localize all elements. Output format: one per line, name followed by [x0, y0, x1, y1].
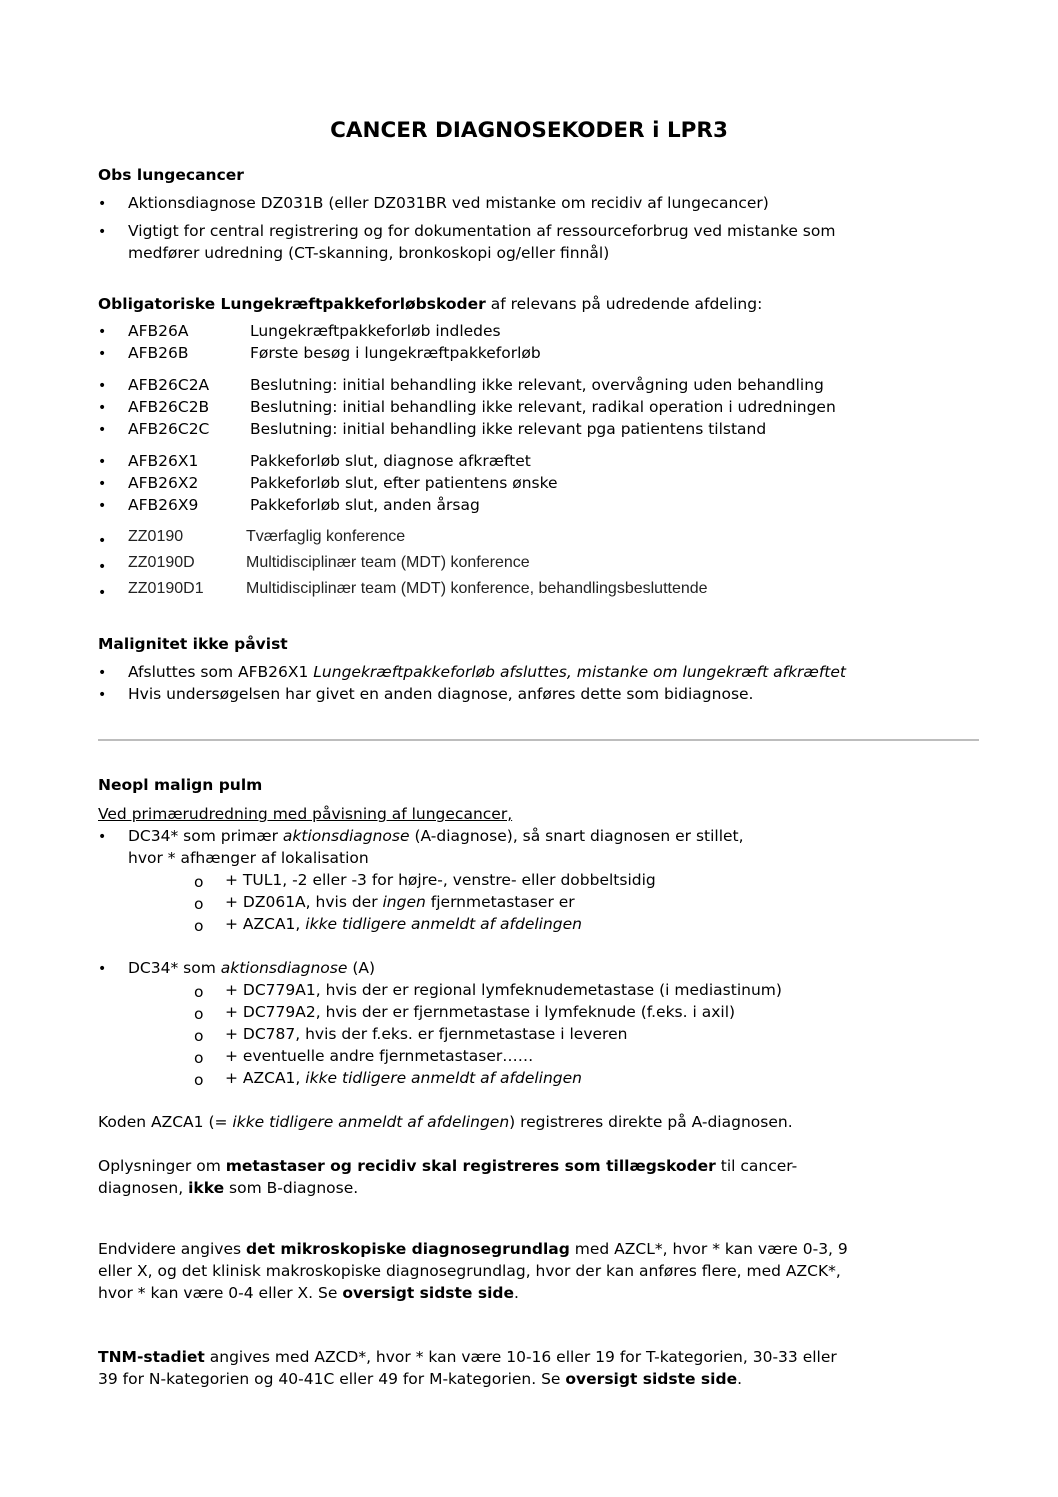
code-description: Beslutning: initial behandling ikke relevant, radikal operation i udredningen: [250, 398, 836, 416]
malign-item-2: Hvis undersøgelsen har givet en anden diagnose, anføres dette som bidiagnose.: [128, 685, 754, 703]
paragraph-diagnosegrundlag-l3: [98, 1283, 519, 1304]
code-label: AFB26C2C: [128, 420, 210, 438]
neopl-b2-text-post: (A): [347, 959, 376, 977]
bullet-marker: •: [98, 196, 107, 212]
oblig-heading-rest: af relevans på udredende afdeling:: [485, 295, 763, 313]
bullet-marker: •: [98, 829, 107, 845]
neopl-bullet-1: [128, 826, 744, 847]
neopl-bullet-2: [128, 958, 375, 979]
neopl-b1-sub-2-text-post: fjernmetastaser er: [425, 893, 575, 911]
bullet-marker: •: [98, 585, 107, 601]
neopl-b1-sub-2-italic: ingen: [382, 893, 426, 911]
malign-item-1-text: Afsluttes som AFB26X1: [128, 663, 314, 681]
neopl-b2-sub-5-italic: ikke tidligere anmeldt af afdelingen: [305, 1069, 583, 1087]
neopl-b1-sub-3-text: + AZCA1,: [225, 915, 306, 933]
sub-bullet-marker: o: [194, 983, 204, 1001]
neopl-b2-text: DC34* som: [128, 959, 221, 977]
code-label: AFB26X1: [128, 452, 199, 470]
code-description: Pakkeforløb slut, efter patientens ønske: [250, 474, 558, 492]
code-description: Pakkeforløb slut, anden årsag: [250, 496, 480, 514]
obs-item-2: Vigtigt for central registrering og for dokumentation af ressourceforbrug ved mistanke som: [128, 222, 836, 240]
neopl-heading: Neopl malign pulm: [98, 776, 263, 794]
bullet-marker: •: [98, 533, 107, 549]
sub-bullet-marker: o: [194, 1005, 204, 1023]
p4-l2-text-post: .: [737, 1370, 743, 1388]
malign-item-1: [128, 662, 846, 683]
section-divider: [98, 739, 979, 741]
p2-bold: metastaser og recidiv skal registreres som tillægskoder: [225, 1157, 716, 1175]
p3-l3-text-post: .: [514, 1284, 519, 1302]
neopl-b1-sub-1: + TUL1, -2 eller -3 for højre-, venstre- eller dobbeltsidig: [225, 871, 656, 889]
neopl-b1-text-post: (A-diagnose), så snart diagnosen er stillet,: [409, 827, 744, 845]
sub-bullet-marker: o: [194, 1027, 204, 1045]
bullet-marker: •: [98, 400, 107, 416]
code-description: Beslutning: initial behandling ikke relevant pga patientens tilstand: [250, 420, 767, 438]
code-label: ZZ0190D: [128, 554, 195, 571]
paragraph-azca1: [98, 1112, 793, 1133]
code-description: Multidisciplinær team (MDT) konference, behandlingsbesluttende: [246, 580, 708, 597]
neopl-b1-italic: aktionsdiagnose: [282, 827, 410, 845]
sub-bullet-marker: o: [194, 895, 204, 913]
p2-text-post: til cancer-: [715, 1157, 798, 1175]
neopl-b2-italic: aktionsdiagnose: [220, 959, 348, 977]
code-label: AFB26C2A: [128, 376, 210, 394]
neopl-bullet-1-cont: hvor * afhænger af lokalisation: [128, 849, 369, 867]
paragraph-diagnosegrundlag-l2: eller X, og det klinisk makroskopiske diagnosegrundlag, hvor der kan anføres flere, med AZCK*,: [98, 1262, 841, 1280]
code-description: Multidisciplinær team (MDT) konference: [246, 554, 530, 571]
neopl-b2-sub-3: + DC787, hvis der f.eks. er fjernmetastase i leveren: [225, 1025, 628, 1043]
paragraph-metastaser-cont: [98, 1178, 358, 1199]
p1-text-post: ) registreres direkte på A-diagnosen.: [509, 1113, 793, 1131]
sub-bullet-marker: o: [194, 1049, 204, 1067]
code-description: Pakkeforløb slut, diagnose afkræftet: [250, 452, 531, 470]
code-label: AFB26B: [128, 344, 189, 362]
p2-l2-text-post: som B-diagnose.: [224, 1179, 359, 1197]
p1-text: Koden AZCA1 (: [98, 1113, 215, 1131]
paragraph-tnm-cont: [98, 1369, 742, 1390]
p3-text: Endvidere angives: [98, 1240, 246, 1258]
neopl-b1-sub-2: [225, 892, 575, 913]
paragraph-tnm: [98, 1347, 837, 1368]
code-description: Tværfaglig konference: [246, 528, 406, 545]
bullet-marker: •: [98, 961, 107, 977]
neopl-b2-sub-5: [225, 1068, 582, 1089]
neopl-b2-sub-5-text: + AZCA1,: [225, 1069, 306, 1087]
bullet-marker: •: [98, 224, 107, 240]
p3-l3-text: hvor * kan være 0-4 eller X. Se: [98, 1284, 343, 1302]
neopl-b2-sub-2: + DC779A2, hvis der er fjernmetastase i lymfeknude (f.eks. i axil): [225, 1003, 736, 1021]
bullet-marker: •: [98, 559, 107, 575]
p3-l3-bold: oversigt sidste side: [342, 1284, 514, 1302]
bullet-marker: •: [98, 454, 107, 470]
neopl-b1-sub-3: [225, 914, 582, 935]
sub-bullet-marker: o: [194, 917, 204, 935]
obs-item-1: Aktionsdiagnose DZ031B (eller DZ031BR ved mistanke om recidiv af lungecancer): [128, 194, 769, 212]
p2-text: Oplysninger om: [98, 1157, 226, 1175]
bullet-marker: •: [98, 422, 107, 438]
p4-l2-text: 39 for N-kategorien og 40-41C eller 49 for M-kategorien. Se: [98, 1370, 566, 1388]
bullet-marker: •: [98, 378, 107, 394]
malign-item-1-italic: Lungekræftpakkeforløb afsluttes, mistanke om lungekræft afkræftet: [313, 663, 846, 681]
bullet-marker: •: [98, 324, 107, 340]
neopl-b1-sub-3-italic: ikke tidligere anmeldt af afdelingen: [305, 915, 583, 933]
p4-l2-bold: oversigt sidste side: [565, 1370, 738, 1388]
neopl-subheading: Ved primærudredning med påvisning af lungecancer,: [98, 805, 513, 823]
bullet-marker: •: [98, 665, 107, 681]
bullet-marker: •: [98, 687, 107, 703]
oblig-heading: [98, 294, 762, 315]
sub-bullet-marker: o: [194, 1071, 204, 1089]
p4-bold: TNM-stadiet: [98, 1348, 205, 1366]
code-description: Første besøg i lungekræftpakkeforløb: [250, 344, 541, 362]
p4-text-post: angives med AZCD*, hvor * kan være 10-16 eller 19 for T-kategorien, 30-33 eller: [204, 1348, 837, 1366]
p3-bold: det mikroskopiske diagnosegrundlag: [245, 1240, 570, 1258]
obs-heading: Obs lungecancer: [98, 166, 244, 184]
p1-italic: = ikke tidligere anmeldt af afdelingen: [214, 1113, 510, 1131]
code-label: ZZ0190D1: [128, 580, 204, 597]
sub-bullet-marker: o: [194, 873, 204, 891]
p2-l2-bold: ikke: [188, 1179, 225, 1197]
neopl-b1-text: DC34* som primær: [128, 827, 283, 845]
obs-item-2-cont: medfører udredning (CT-skanning, bronkoskopi og/eller finnål): [128, 244, 610, 262]
page-title: CANCER DIAGNOSEKODER i LPR3: [330, 118, 728, 143]
code-description: Beslutning: initial behandling ikke relevant, overvågning uden behandling: [250, 376, 824, 394]
neopl-b2-sub-4: + eventuelle andre fjernmetastaser……: [225, 1047, 534, 1065]
bullet-marker: •: [98, 476, 107, 492]
p2-l2-text: diagnosen,: [98, 1179, 189, 1197]
code-description: Lungekræftpakkeforløb indledes: [250, 322, 501, 340]
bullet-marker: •: [98, 346, 107, 362]
paragraph-metastaser: [98, 1156, 797, 1177]
oblig-heading-bold: Obligatoriske Lungekræftpakkeforløbskoder: [98, 295, 486, 313]
code-label: ZZ0190: [128, 528, 184, 545]
neopl-b2-sub-1: + DC779A1, hvis der er regional lymfeknudemetastase (i mediastinum): [225, 981, 782, 999]
code-label: AFB26A: [128, 322, 189, 340]
bullet-marker: •: [98, 498, 107, 514]
paragraph-diagnosegrundlag: [98, 1239, 848, 1260]
code-label: AFB26C2B: [128, 398, 210, 416]
p3-text-post: med AZCL*, hvor * kan være 0-3, 9: [569, 1240, 848, 1258]
neopl-b1-sub-2-text: + DZ061A, hvis der: [225, 893, 383, 911]
code-label: AFB26X9: [128, 496, 199, 514]
code-label: AFB26X2: [128, 474, 199, 492]
malign-heading: Malignitet ikke påvist: [98, 635, 288, 653]
